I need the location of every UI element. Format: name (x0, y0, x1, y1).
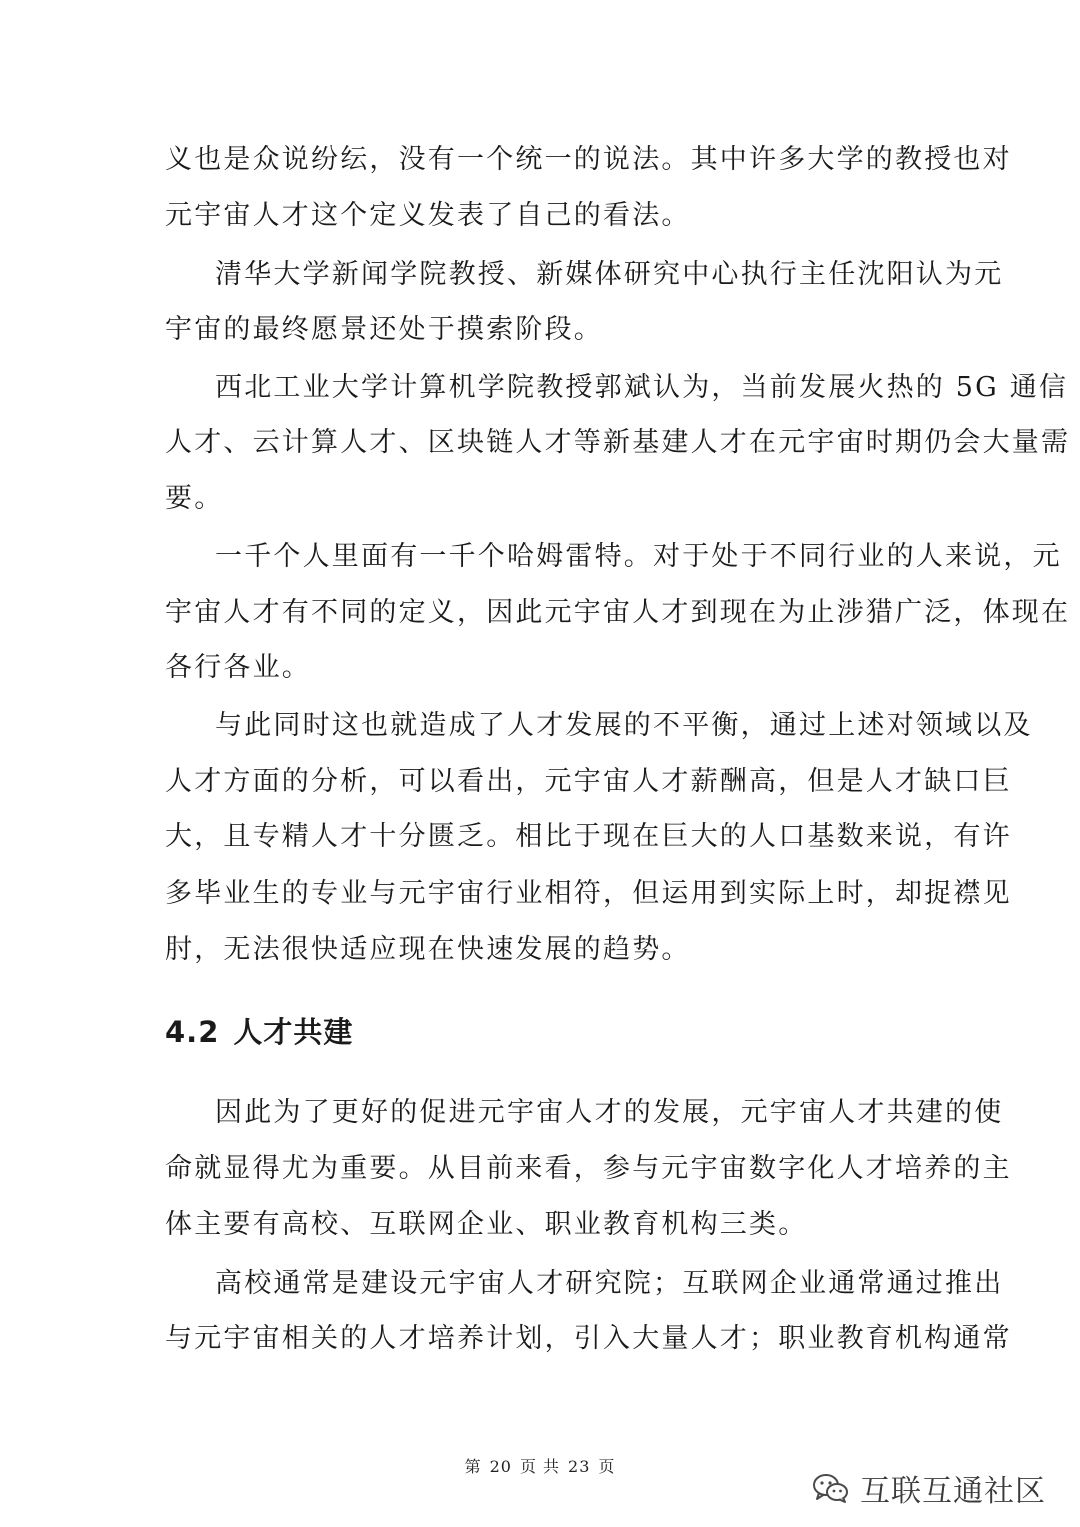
text-line: 多毕业生的专业与元宇宙行业相符，但运用到实际上时，却捉襟见 (165, 878, 1012, 909)
total-pages-number: 23 (568, 1457, 591, 1476)
wechat-icon (812, 1472, 850, 1504)
text-line: 要。 (165, 483, 224, 514)
text-line: 高校通常是建设元宇宙人才研究院；互联网企业通常通过推出 (215, 1268, 1004, 1299)
watermark-text: 互联互通社区 (860, 1474, 1046, 1509)
footer-suffix: 页 (598, 1457, 616, 1476)
text-line: 肘，无法很快适应现在快速发展的趋势。 (165, 934, 691, 965)
text-line: 命就显得尤为重要。从目前来看，参与元宇宙数字化人才培养的主 (165, 1153, 1012, 1184)
text-line: 一千个人里面有一千个哈姆雷特。对于处于不同行业的人来说，元 (215, 541, 1062, 572)
watermark (812, 1466, 1046, 1510)
text-line: 各行各业。 (165, 652, 311, 683)
text-line: 宇宙的最终愿景还处于摸索阶段。 (165, 314, 603, 345)
footer-prefix: 第 (464, 1457, 482, 1476)
text-line: 与元宇宙相关的人才培养计划，引入大量人才；职业教育机构通常 (165, 1323, 1012, 1354)
text-line: 元宇宙人才这个定义发表了自己的看法。 (165, 200, 691, 231)
section-title: 人才共建 (233, 1015, 354, 1049)
section-number: 4.2 (165, 1015, 220, 1049)
text-line: 人才方面的分析，可以看出，元宇宙人才薪酬高，但是人才缺口巨 (165, 766, 1012, 797)
text-line: 清华大学新闻学院教授、新媒体研究中心执行主任沈阳认为元 (215, 259, 1004, 290)
current-page-number: 20 (489, 1457, 512, 1476)
footer-mid: 页 共 (519, 1457, 561, 1476)
text-line: 大，且专精人才十分匮乏。相比于现在巨大的人口基数来说，有许 (165, 821, 1012, 852)
text-line: 西北工业大学计算机学院教授郭斌认为，当前发展火热的 5G 通信 (215, 372, 1069, 403)
text-line: 因此为了更好的促进元宇宙人才的发展，元宇宙人才共建的使 (215, 1097, 1004, 1128)
text-line: 人才、云计算人才、区块链人才等新基建人才在元宇宙时期仍会大量需 (165, 427, 1071, 458)
section-heading (165, 1012, 353, 1052)
text-line: 体主要有高校、互联网企业、职业教育机构三类。 (165, 1209, 808, 1240)
text-line: 义也是众说纷纭，没有一个统一的说法。其中许多大学的教授也对 (165, 144, 1012, 175)
text-line: 与此同时这也就造成了人才发展的不平衡，通过上述对领域以及 (215, 710, 1033, 741)
text-line: 宇宙人才有不同的定义，因此元宇宙人才到现在为止涉猎广泛，体现在 (165, 597, 1071, 628)
